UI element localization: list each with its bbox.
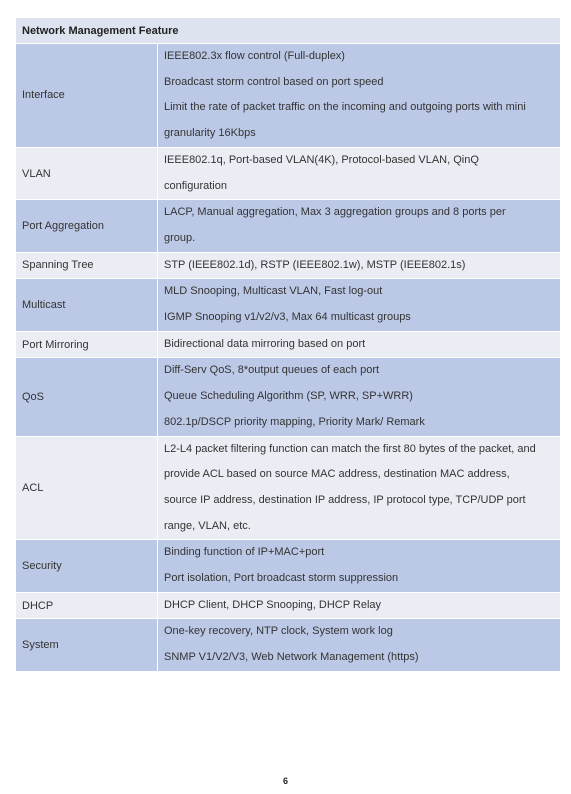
description-line: configuration <box>164 179 227 192</box>
table-row <box>16 358 561 436</box>
table-row <box>16 279 561 331</box>
table-row <box>16 200 561 252</box>
description-line: IEEE802.1q, Port-based VLAN(4K), Protocol-based VLAN, QinQ <box>164 153 479 166</box>
description-line: Binding function of IP+MAC+port <box>164 546 325 559</box>
feature-description <box>158 200 561 252</box>
feature-label: Port Mirroring <box>16 331 158 358</box>
description-line: DHCP Client, DHCP Snooping, DHCP Relay <box>164 598 382 611</box>
feature-label: DHCP <box>16 592 158 619</box>
feature-description <box>158 592 561 619</box>
feature-label: System <box>16 619 158 671</box>
description-line: IEEE802.3x flow control (Full-duplex) <box>164 50 345 62</box>
feature-label: Port Aggregation <box>16 200 158 252</box>
feature-description <box>158 619 561 671</box>
feature-label: Spanning Tree <box>16 252 158 279</box>
description-line: Limit the rate of packet traffic on the incoming and outgoing ports with mini <box>164 101 526 114</box>
table-row <box>16 44 561 148</box>
description-line: Diff-Serv QoS, 8*output queues of each port <box>164 364 380 377</box>
page-number: 6 <box>282 776 288 786</box>
description-line: group. <box>164 231 196 244</box>
feature-label: Multicast <box>16 279 158 331</box>
feature-label: QoS <box>16 358 158 436</box>
feature-label: Security <box>16 540 158 592</box>
description-line: range, VLAN, etc. <box>164 519 251 532</box>
feature-description <box>158 540 561 592</box>
feature-label: VLAN <box>16 147 158 199</box>
feature-description <box>158 436 561 540</box>
description-line: Broadcast storm control based on port speed <box>164 75 384 88</box>
description-line: provide ACL based on source MAC address, destination MAC address, <box>164 468 510 481</box>
feature-description <box>158 252 561 279</box>
description-line: 802.1p/DSCP priority mapping, Priority Mark/ Remark <box>164 415 425 428</box>
description-line: SNMP V1/V2/V3, Web Network Management (https) <box>164 651 419 664</box>
table-row <box>16 592 561 619</box>
table-row <box>16 540 561 592</box>
description-line: L2-L4 packet filtering function can match the first 80 bytes of the packet, and <box>164 442 536 455</box>
table-row <box>16 436 561 540</box>
description-line: STP (IEEE802.1d), RSTP (IEEE802.1w), MSTP (IEEE802.1s) <box>164 258 466 271</box>
feature-description <box>158 44 561 148</box>
description-line: Queue Scheduling Algorithm (SP, WRR, SP+WRR) <box>164 390 413 403</box>
table-header: Network Management Feature <box>16 18 561 44</box>
description-line: MLD Snooping, Multicast VLAN, Fast log-out <box>164 285 383 298</box>
description-line: source IP address, destination IP address, IP protocol type, TCP/UDP port <box>164 493 526 506</box>
description-line: IGMP Snooping v1/v2/v3, Max 64 multicast groups <box>164 311 411 324</box>
description-line: One-key recovery, NTP clock, System work log <box>164 625 393 638</box>
table-row <box>16 252 561 279</box>
description-line: granularity 16Kbps <box>164 127 256 140</box>
feature-description <box>158 279 561 331</box>
table-body <box>16 18 561 672</box>
table-row <box>16 147 561 199</box>
feature-label: ACL <box>16 436 158 540</box>
feature-description <box>158 147 561 199</box>
description-line: Bidirectional data mirroring based on port <box>164 337 366 350</box>
description-line: Port isolation, Port broadcast storm suppression <box>164 572 399 585</box>
table-row <box>16 619 561 671</box>
network-management-table <box>15 17 561 672</box>
feature-description <box>158 358 561 436</box>
table-row <box>16 331 561 358</box>
description-line: LACP, Manual aggregation, Max 3 aggregation groups and 8 ports per <box>164 206 506 219</box>
table-header-row <box>16 18 561 44</box>
feature-description <box>158 331 561 358</box>
feature-label: Interface <box>16 44 158 148</box>
